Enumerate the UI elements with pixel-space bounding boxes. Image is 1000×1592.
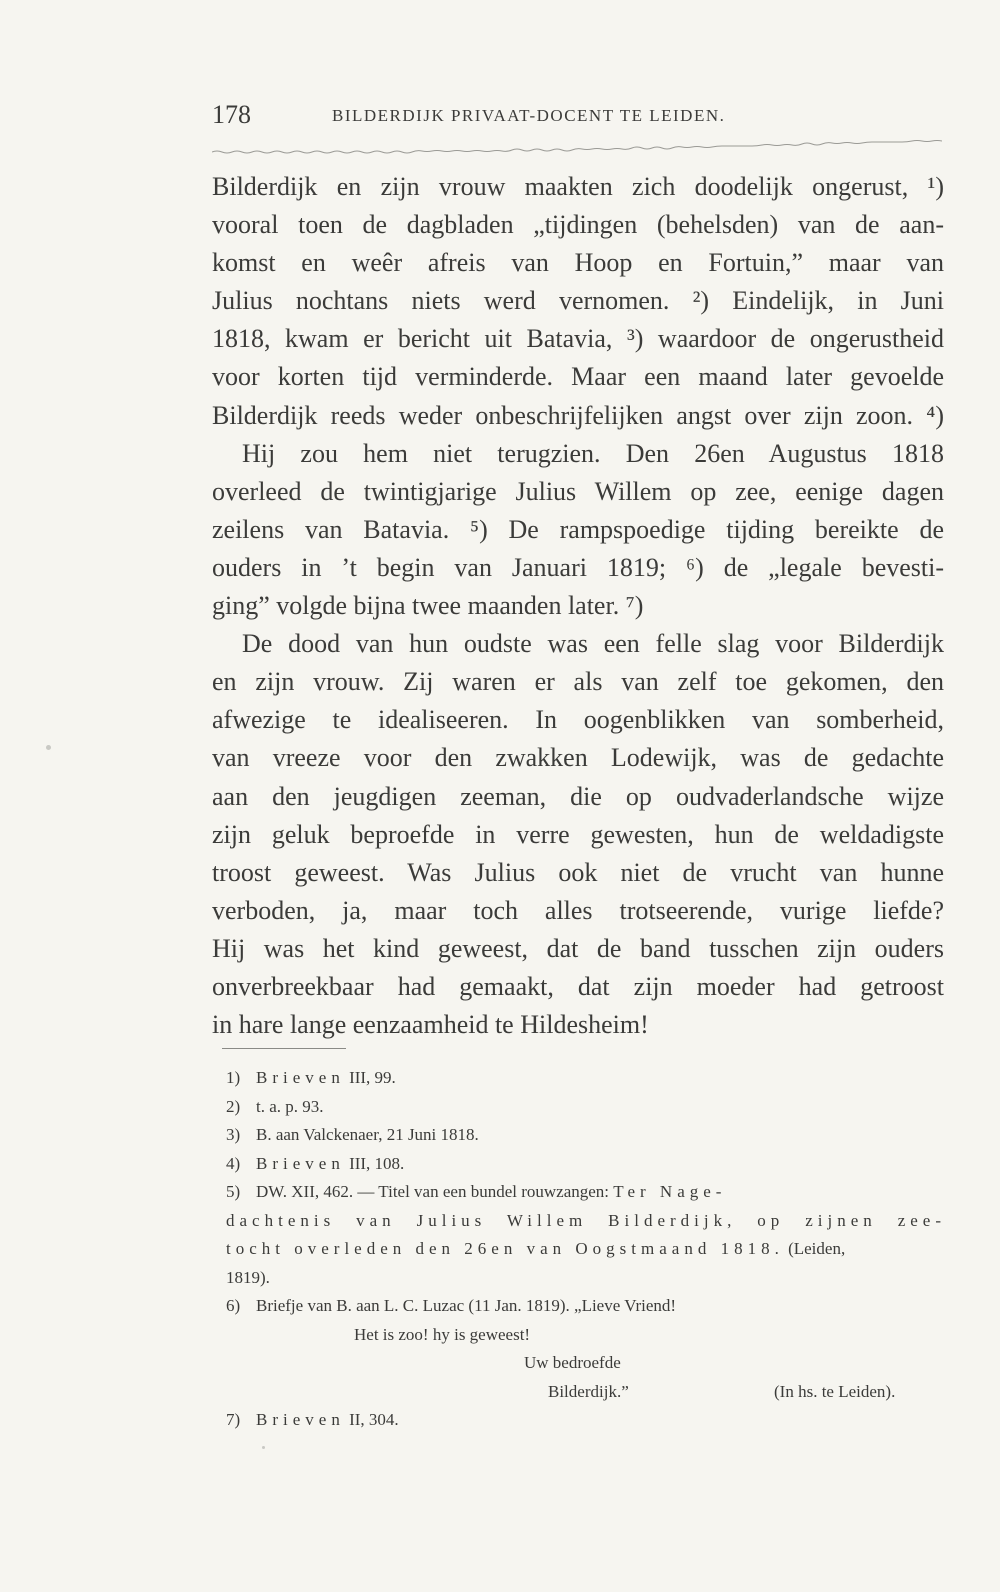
footnote-5-continued: 1819). [226, 1267, 270, 1287]
body-line: overleed de twintigjarige Julius Willem op zee, eenige dagen [212, 476, 944, 506]
footnote-text: III, 108. [344, 1153, 405, 1173]
footnote-4 [226, 1150, 946, 1179]
body-line: 1818, kwam er bericht uit Batavia, ³) waardoor de ongerustheid [212, 324, 944, 354]
footnote-work-title: Brieven [256, 1068, 345, 1087]
body-line: onverbreekbaar had gemaakt, dat zijn moeder had getroost [212, 971, 944, 1001]
body-line: in hare lange eenzaamheid te Hildesheim! [212, 1010, 649, 1040]
footnote-source-note: (In hs. te Leiden). [774, 1381, 896, 1401]
footnote-text: DW. XII, 462. — Titel van een bundel rouwzangen: [256, 1182, 614, 1201]
body-line: en zijn vrouw. Zij waren er als van zelf toe gekomen, den [212, 667, 944, 697]
body-line: Bilderdijk en zijn vrouw maakten zich doodelijk ongerust, ¹) [212, 172, 944, 201]
footnote-text: t. a. p. 93. [256, 1096, 324, 1116]
footnote-number: 2) [226, 1096, 241, 1116]
footnote-6-letter [226, 1378, 946, 1407]
footnote-separator [222, 1048, 346, 1049]
footnote-6-letter [226, 1349, 946, 1378]
footnote-text: III, 99. [344, 1068, 396, 1087]
body-line: troost geweest. Was Julius ook niet de vrucht van hunne [212, 857, 944, 887]
footnote-spaced-title: Ter Nage- [613, 1182, 727, 1201]
footnote-2 [226, 1093, 946, 1122]
body-line: komst en weêr afreis van Hoop en Fortuin,” maar van [212, 248, 944, 278]
footnote-5-continued: dachtenis van Julius Willem Bilderdijk, op zijnen zee- [226, 1210, 946, 1230]
footnote-number: 6) [226, 1296, 241, 1315]
footnote-spaced-title: tocht overleden den 26en van Oogstmaand 1818. [226, 1239, 784, 1258]
body-line: voor korten tijd verminderde. Maar een maand later gevoelde [212, 362, 944, 392]
body-line: Bilderdijk reeds weder onbeschrijfelijken angst over zijn zoon. ⁴) [212, 400, 944, 430]
footnote-work-title: Brieven [256, 1153, 345, 1173]
body-line: aan den jeugdigen zeeman, die op oudvaderlandsche wijze [212, 781, 944, 811]
footnotes [226, 1064, 946, 1435]
body-line: van vreeze voor den zwakken Lodewijk, was de gedachte [212, 743, 944, 773]
body-line: ouders in ’t begin van Januari 1819; ⁶) de „legale bevesti- [212, 552, 944, 582]
footnote-text: Briefje van B. aan L. C. Luzac (11 Jan. 1819). „Lieve Vriend! [256, 1296, 677, 1315]
footnote-6-letter [226, 1321, 946, 1350]
body-line: vooral toen de dagbladen „tijdingen (behelsden) van de aan- [212, 210, 944, 240]
running-title: BILDERDIJK PRIVAAT-DOCENT TE LEIDEN. [332, 106, 726, 125]
paper-speck [262, 1446, 265, 1449]
letter-line: Uw bedroefde [524, 1353, 621, 1372]
body-line: zijn geluk beproefde in verre gewesten, hun de weldadigste [212, 819, 944, 849]
body-line: afwezige te idealiseeren. In oogenblikken van somberheid, [212, 705, 944, 735]
letter-line: Het is zoo! hy is geweest! [354, 1324, 531, 1344]
footnote-7 [226, 1406, 946, 1435]
page-header [212, 100, 942, 130]
letter-signature: Bilderdijk.” [548, 1381, 629, 1401]
footnote-number: 7) [226, 1410, 241, 1429]
header-wavy-rule [212, 138, 942, 160]
footnote-number: 4) [226, 1153, 241, 1173]
footnote-1 [226, 1064, 946, 1093]
footnote-text: B. aan Valckenaer, 21 Juni 1818. [256, 1125, 479, 1144]
body-line: Hij zou hem niet terugzien. Den 26en Augustus 1818 [242, 438, 944, 468]
footnote-text: II, 304. [344, 1410, 399, 1429]
body-line: Hij was het kind geweest, dat de band tusschen zijn ouders [212, 933, 944, 963]
page-number: 178 [212, 100, 251, 129]
footnote-5 [226, 1178, 946, 1207]
body-text [212, 168, 944, 1044]
footnote-work-title: Brieven [256, 1410, 345, 1429]
footnote-number: 3) [226, 1125, 241, 1144]
footnote-3 [226, 1121, 946, 1150]
footnote-number: 1) [226, 1068, 241, 1087]
body-line: De dood van hun oudste was een felle slag voor Bilderdijk [242, 629, 944, 659]
footnote-6 [226, 1292, 946, 1321]
paper-speck [46, 745, 51, 750]
footnote-number: 5) [226, 1182, 241, 1201]
body-line: zeilens van Batavia. ⁵) De rampspoedige tijding bereikte de [212, 514, 944, 544]
footnote-text: (Leiden, [783, 1239, 846, 1258]
body-line: verboden, ja, maar toch alles trotseerende, vurige liefde? [212, 895, 944, 925]
body-line: ging” volgde bijna twee maanden later. ⁷) [212, 591, 644, 621]
footnote-5-continued [226, 1235, 946, 1264]
body-line: Julius nochtans niets werd vernomen. ²) Eindelijk, in Juni [212, 286, 944, 316]
